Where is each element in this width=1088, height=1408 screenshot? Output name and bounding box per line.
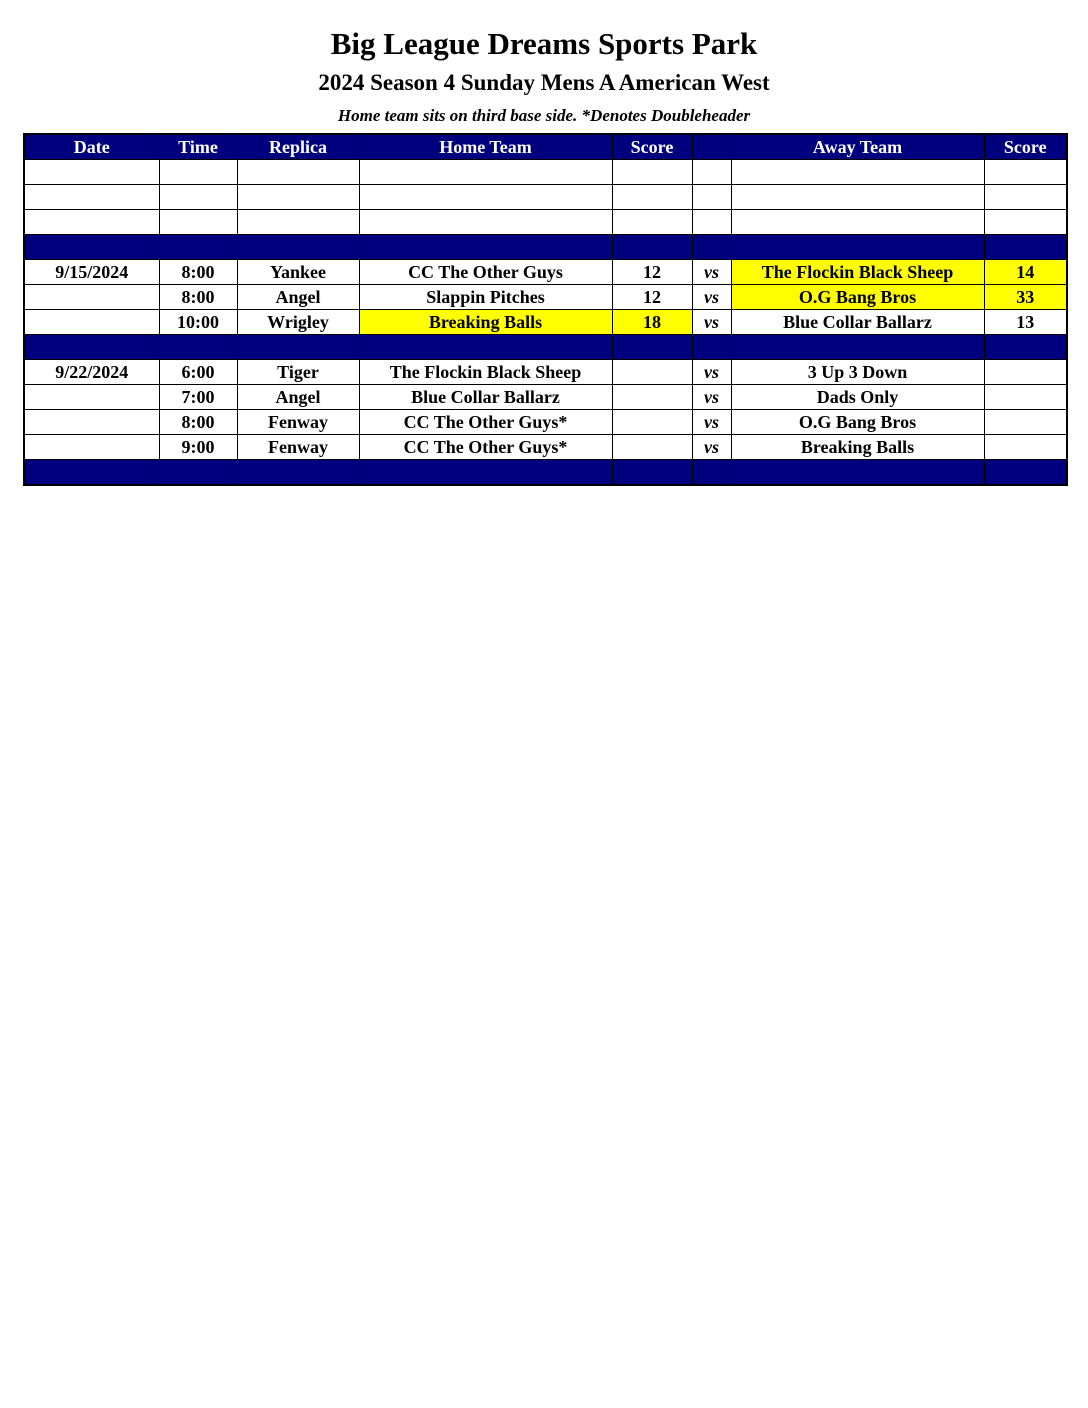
empty-cell: [984, 210, 1067, 235]
separator-row: [24, 335, 1067, 360]
game-time: 8:00: [159, 285, 237, 310]
empty-cell: [359, 185, 612, 210]
home-score: 12: [612, 285, 692, 310]
game-date: 9/15/2024: [24, 260, 159, 285]
column-header-time: Time: [159, 134, 237, 160]
away-team: Blue Collar Ballarz: [731, 310, 984, 335]
empty-cell: [731, 160, 984, 185]
empty-cell: [984, 185, 1067, 210]
separator-row: [24, 460, 1067, 486]
empty-cell: [24, 160, 159, 185]
home-team: Blue Collar Ballarz: [359, 385, 612, 410]
game-date: [24, 385, 159, 410]
empty-cell: [984, 160, 1067, 185]
separator-cell: [612, 235, 692, 260]
game-row: [24, 435, 1067, 460]
game-date: [24, 435, 159, 460]
game-field: Yankee: [237, 260, 359, 285]
separator-cell: [24, 460, 159, 486]
separator-cell: [359, 335, 612, 360]
separator-cell: [159, 335, 237, 360]
home-team: Breaking Balls: [359, 310, 612, 335]
separator-cell: [612, 460, 692, 486]
empty-cell: [692, 160, 731, 185]
empty-cell: [612, 210, 692, 235]
empty-row: [24, 160, 1067, 185]
home-score: [612, 360, 692, 385]
separator-cell: [984, 460, 1067, 486]
home-team: CC The Other Guys*: [359, 410, 612, 435]
separator-cell: [159, 235, 237, 260]
away-team: The Flockin Black Sheep: [731, 260, 984, 285]
game-row: [24, 360, 1067, 385]
separator-cell: [692, 460, 731, 486]
separator-cell: [237, 335, 359, 360]
game-date: [24, 310, 159, 335]
separator-cell: [984, 235, 1067, 260]
page-subtitle: 2024 Season 4 Sunday Mens A American West: [318, 70, 770, 95]
home-team: Slappin Pitches: [359, 285, 612, 310]
separator-row: [24, 235, 1067, 260]
column-header-date: Date: [24, 134, 159, 160]
vs-label: vs: [692, 310, 731, 335]
page-title: Big League Dreams Sports Park: [330, 26, 758, 61]
away-score: 13: [984, 310, 1067, 335]
empty-cell: [731, 185, 984, 210]
away-score: [984, 435, 1067, 460]
schedule-note: Home team sits on third base side. *Denotes Doubleheader: [337, 106, 751, 125]
home-score: [612, 385, 692, 410]
empty-cell: [612, 160, 692, 185]
empty-cell: [159, 160, 237, 185]
separator-cell: [159, 460, 237, 486]
column-header-replica: Replica: [237, 134, 359, 160]
away-score: [984, 410, 1067, 435]
vs-label: vs: [692, 435, 731, 460]
game-date: [24, 285, 159, 310]
vs-label: vs: [692, 260, 731, 285]
away-score: [984, 385, 1067, 410]
away-team: O.G Bang Bros: [731, 285, 984, 310]
separator-cell: [237, 460, 359, 486]
game-date: [24, 410, 159, 435]
game-field: Wrigley: [237, 310, 359, 335]
game-time: 8:00: [159, 260, 237, 285]
empty-cell: [612, 185, 692, 210]
separator-cell: [24, 335, 159, 360]
column-header-home-team: Home Team: [359, 134, 612, 160]
vs-label: vs: [692, 410, 731, 435]
home-team: The Flockin Black Sheep: [359, 360, 612, 385]
game-time: 7:00: [159, 385, 237, 410]
game-row: [24, 410, 1067, 435]
game-field: Fenway: [237, 435, 359, 460]
game-date: 9/22/2024: [24, 360, 159, 385]
empty-cell: [159, 185, 237, 210]
empty-cell: [24, 210, 159, 235]
game-field: Angel: [237, 285, 359, 310]
home-score: [612, 410, 692, 435]
game-time: 8:00: [159, 410, 237, 435]
game-row: [24, 310, 1067, 335]
separator-cell: [237, 235, 359, 260]
schedule-table: [23, 133, 1068, 486]
separator-cell: [359, 235, 612, 260]
empty-cell: [692, 185, 731, 210]
column-header-vs: [692, 134, 731, 160]
separator-cell: [612, 335, 692, 360]
empty-cell: [359, 210, 612, 235]
game-row: [24, 260, 1067, 285]
separator-cell: [692, 335, 731, 360]
separator-cell: [984, 335, 1067, 360]
vs-label: vs: [692, 360, 731, 385]
empty-row: [24, 185, 1067, 210]
away-team: Dads Only: [731, 385, 984, 410]
away-team: Breaking Balls: [731, 435, 984, 460]
empty-cell: [731, 210, 984, 235]
separator-cell: [692, 235, 731, 260]
away-score: [984, 360, 1067, 385]
separator-cell: [359, 460, 612, 486]
separator-cell: [24, 235, 159, 260]
away-team: O.G Bang Bros: [731, 410, 984, 435]
separator-cell: [731, 235, 984, 260]
separator-cell: [731, 335, 984, 360]
column-header-away-score: Score: [984, 134, 1067, 160]
game-time: 9:00: [159, 435, 237, 460]
home-score: 18: [612, 310, 692, 335]
empty-cell: [237, 210, 359, 235]
game-time: 10:00: [159, 310, 237, 335]
column-header-home-score: Score: [612, 134, 692, 160]
header-row: [24, 134, 1067, 160]
vs-label: vs: [692, 385, 731, 410]
empty-row: [24, 210, 1067, 235]
empty-cell: [24, 185, 159, 210]
game-row: [24, 385, 1067, 410]
home-team: CC The Other Guys*: [359, 435, 612, 460]
game-time: 6:00: [159, 360, 237, 385]
home-team: CC The Other Guys: [359, 260, 612, 285]
game-field: Angel: [237, 385, 359, 410]
vs-label: vs: [692, 285, 731, 310]
empty-cell: [692, 210, 731, 235]
game-row: [24, 285, 1067, 310]
away-score: 14: [984, 260, 1067, 285]
home-score: 12: [612, 260, 692, 285]
home-score: [612, 435, 692, 460]
separator-cell: [731, 460, 984, 486]
game-field: Tiger: [237, 360, 359, 385]
game-field: Fenway: [237, 410, 359, 435]
away-score: 33: [984, 285, 1067, 310]
empty-cell: [237, 160, 359, 185]
empty-cell: [159, 210, 237, 235]
empty-cell: [237, 185, 359, 210]
empty-cell: [359, 160, 612, 185]
away-team: 3 Up 3 Down: [731, 360, 984, 385]
column-header-away-team: Away Team: [731, 134, 984, 160]
